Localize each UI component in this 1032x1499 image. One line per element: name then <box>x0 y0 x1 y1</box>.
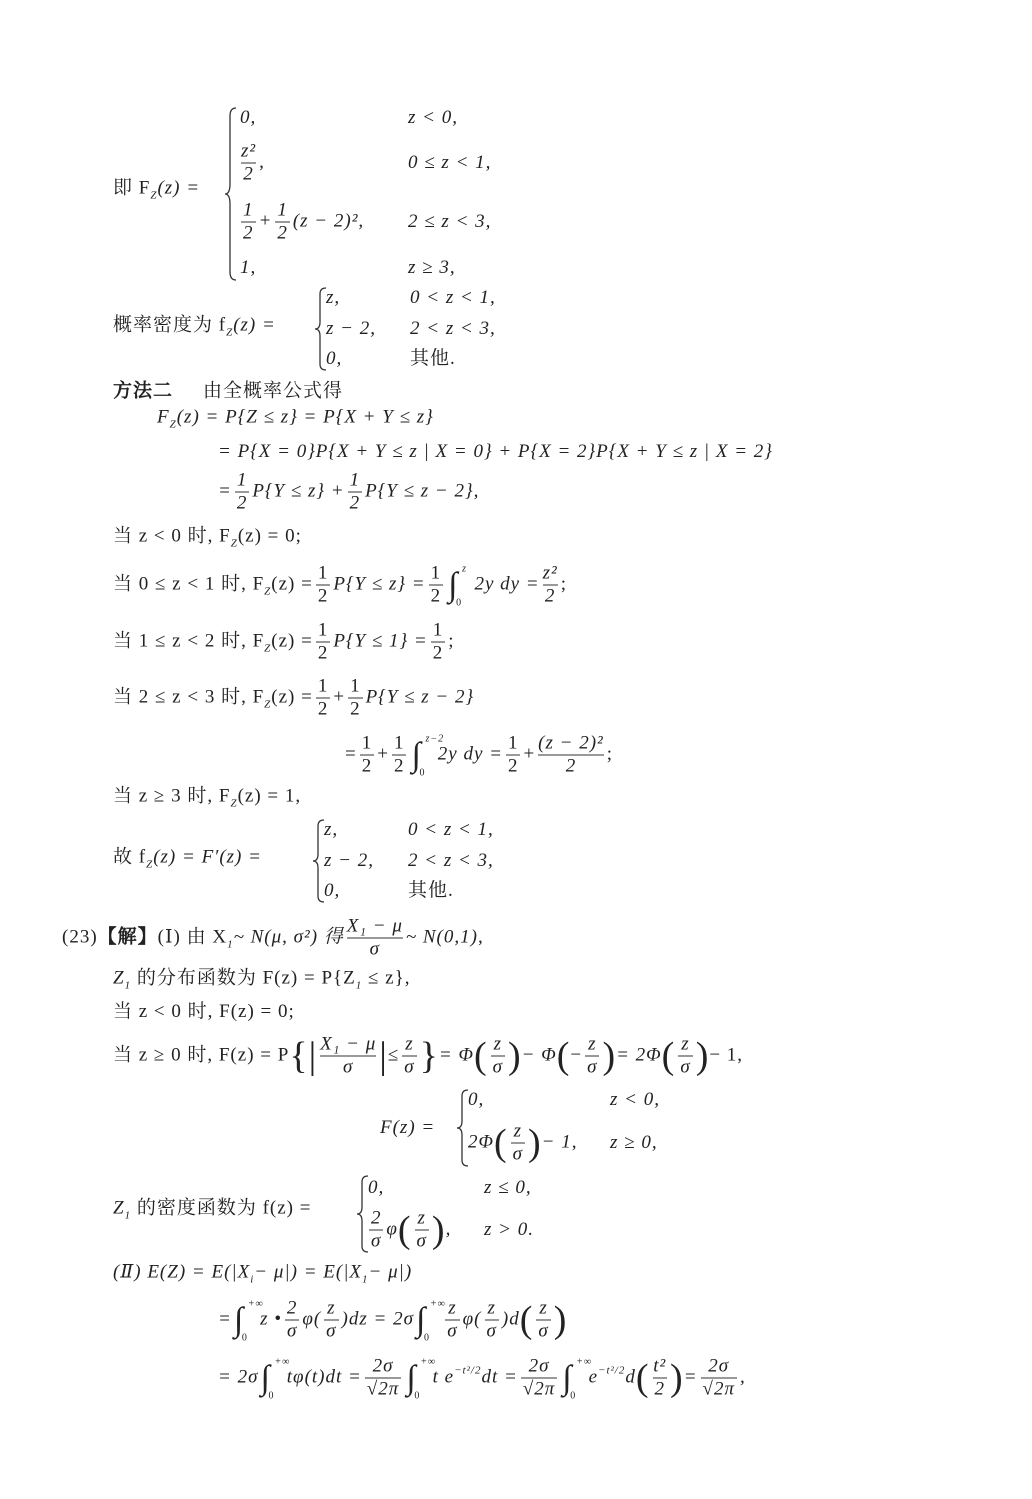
left-brace: { <box>289 1035 309 1077</box>
numerator: z <box>327 1297 336 1319</box>
text: 当 2 ≤ z < 3 时, F <box>113 686 265 708</box>
numerator: z² <box>241 140 257 162</box>
text: − 1, <box>709 1044 744 1066</box>
text: ≤ <box>387 1044 400 1066</box>
text: )d <box>501 1308 520 1330</box>
case-row <box>238 200 364 245</box>
lower-limit: 0 <box>241 1332 248 1343</box>
numerator: t² <box>653 1355 667 1377</box>
lower-limit: 0 <box>456 597 463 608</box>
denominator: σ <box>512 1143 523 1165</box>
denominator: 2 <box>507 755 519 777</box>
case-row: z, <box>326 287 341 308</box>
text: 2Φ <box>468 1131 494 1153</box>
fraction <box>491 1034 505 1079</box>
density-derivative-label <box>113 846 262 877</box>
fraction <box>235 470 250 515</box>
denominator: 2 <box>236 492 248 514</box>
integral-sign: ∫ z 0 <box>448 563 468 608</box>
case-row: 0, <box>468 1089 485 1110</box>
numerator: z <box>539 1297 548 1319</box>
numerator: 1 <box>507 732 519 754</box>
denominator: 2 <box>430 585 442 607</box>
numerator: X₁ − μ <box>346 915 403 937</box>
equation-line <box>113 967 410 998</box>
text: (z) = F′(z) = <box>153 846 262 868</box>
subscript: Z <box>264 698 272 711</box>
subscript: Z <box>230 537 238 550</box>
numerator: z <box>487 1297 496 1319</box>
denominator: σ <box>492 1056 503 1078</box>
numerator: X₁ − μ <box>320 1033 377 1055</box>
text: 2y dy = <box>474 573 540 595</box>
fraction <box>506 733 521 778</box>
paren: ( <box>519 1299 534 1341</box>
upper-limit: z <box>462 563 468 574</box>
fraction <box>429 563 444 608</box>
subscript: 1 <box>355 979 363 992</box>
upper-limit: +∞ <box>274 1356 291 1367</box>
fraction <box>585 1034 599 1079</box>
fraction <box>275 200 290 245</box>
numerator: 2 <box>286 1297 298 1319</box>
denominator: 2 <box>317 642 329 664</box>
upper-limit: z−2 <box>425 733 445 744</box>
case-condition: z < 0, <box>610 1089 660 1110</box>
subscript: 1 <box>362 1273 369 1286</box>
denominator: √2π <box>702 1378 735 1400</box>
text: − Φ <box>521 1044 557 1066</box>
denominator: σ <box>447 1320 458 1342</box>
subscript: 1 <box>124 1209 132 1222</box>
fraction <box>653 1356 668 1401</box>
text: ; <box>448 630 455 652</box>
text: (z) = <box>157 177 201 199</box>
lower-limit: 0 <box>423 1332 430 1343</box>
upper-limit: +∞ <box>247 1298 264 1309</box>
case-condition: 0 < z < 1, <box>410 287 496 308</box>
fraction <box>348 676 363 721</box>
text: 由全概率公式得 <box>203 380 344 402</box>
text: ~ N(μ, σ²) 得 <box>233 926 344 948</box>
paren: ) <box>508 1035 522 1077</box>
text: ~ N(0,1), <box>405 926 484 948</box>
text: (z) = <box>271 573 313 595</box>
exponent: −t²/2 <box>454 1364 482 1377</box>
upper-limit: +∞ <box>576 1356 593 1367</box>
integral-sign: ∫ +∞ 0 <box>233 1298 264 1343</box>
denominator: 2 <box>361 755 373 777</box>
text: = <box>218 480 232 502</box>
numerator: z <box>448 1297 457 1319</box>
case-row: 0, <box>324 880 341 901</box>
text: d <box>625 1366 636 1388</box>
integral-sign: ∫ +∞ 0 <box>406 1356 437 1401</box>
equation-line <box>218 470 479 515</box>
denominator: σ <box>416 1230 427 1252</box>
fraction <box>521 1356 557 1401</box>
text: P{Y ≤ z} = <box>333 573 426 595</box>
numerator: z <box>405 1033 414 1055</box>
lower-limit: 0 <box>414 1390 421 1401</box>
text: = 2Φ <box>616 1044 662 1066</box>
numerator: 1 <box>432 619 444 641</box>
text: P{Y ≤ 1} = <box>333 630 428 652</box>
equation-line <box>218 1298 567 1343</box>
equation-line: 当 z < 0 时, F(z) = 0; <box>113 1001 295 1022</box>
text: (z) = <box>271 686 313 708</box>
fraction <box>347 916 403 961</box>
integral-sign: ∫ +∞ 0 <box>260 1356 291 1401</box>
text: ; <box>560 573 567 595</box>
fraction <box>485 1298 499 1343</box>
fraction <box>543 563 558 608</box>
paren: ( <box>635 1357 650 1399</box>
fraction <box>285 1298 299 1343</box>
equation-line <box>113 785 301 816</box>
text: 当 1 ≤ z < 2 时, F <box>113 630 265 652</box>
equation-line <box>113 1261 412 1292</box>
text: 的分布函数为 F(z) = P{Z <box>131 967 356 989</box>
denominator: 2 <box>317 698 329 720</box>
numerator: z <box>681 1033 690 1055</box>
subscript: Z <box>230 797 238 810</box>
lower-limit: 0 <box>268 1390 275 1401</box>
fraction <box>320 1034 376 1079</box>
fraction <box>701 1356 737 1401</box>
case-condition: z ≥ 0, <box>610 1132 658 1153</box>
denominator: σ <box>404 1056 415 1078</box>
text: = <box>683 1366 698 1388</box>
subscript: Z <box>169 418 177 431</box>
right-brace: } <box>419 1035 439 1077</box>
case-condition: z > 0. <box>484 1219 534 1240</box>
case-condition: 2 < z < 3, <box>408 850 494 871</box>
text: ; <box>606 743 614 765</box>
fraction <box>324 1298 338 1343</box>
text: 当 z ≥ 0 时, F(z) = P <box>113 1044 290 1066</box>
text: (z) = <box>271 630 313 652</box>
integral-sign: ∫ +∞ 0 <box>415 1298 446 1343</box>
numerator: z² <box>542 562 558 584</box>
numerator: 1 <box>361 732 373 754</box>
denominator: σ <box>347 938 403 961</box>
fraction <box>536 1298 550 1343</box>
case-row: 0, <box>368 1177 385 1198</box>
text: F <box>157 406 170 428</box>
case-row: z − 2, <box>324 850 374 871</box>
equation-line <box>157 406 434 437</box>
text: P{Y ≤ z − 2} <box>365 686 475 708</box>
equation-line <box>113 1034 743 1079</box>
denominator: 2 <box>654 1378 666 1400</box>
fraction <box>316 563 331 608</box>
text: = 2σ <box>218 1366 259 1388</box>
lower-limit: 0 <box>419 767 426 778</box>
text: + <box>258 210 273 232</box>
text: + <box>333 686 346 708</box>
numerator: 1 <box>317 675 329 697</box>
text: + <box>523 743 536 765</box>
fraction <box>369 1208 383 1253</box>
fraction <box>365 1356 401 1401</box>
denominator: σ <box>538 1320 549 1342</box>
numerator: 1 <box>349 469 361 491</box>
case-condition: 其他. <box>408 880 454 901</box>
text: z • <box>260 1308 282 1330</box>
numerator: 1 <box>236 469 248 491</box>
solution-tag: 【解】 <box>97 925 158 948</box>
method-two-heading <box>113 379 343 404</box>
heading: 方法二 <box>113 379 174 402</box>
paren: ) <box>670 1357 684 1399</box>
numerator: 2σ <box>372 1355 394 1377</box>
denominator: 2 <box>243 222 254 244</box>
numerator: 1 <box>317 562 329 584</box>
text: , <box>739 1366 746 1388</box>
text: P{Y ≤ z − 2}, <box>365 480 480 502</box>
subscript: Z <box>150 189 158 202</box>
case-condition: z ≤ 0, <box>484 1177 532 1198</box>
text: Z <box>113 967 125 989</box>
f-piecewise-label <box>113 1197 311 1228</box>
fraction <box>348 470 363 515</box>
fz-cdf-label <box>113 177 200 208</box>
left-brace <box>224 106 238 282</box>
paren: ) <box>528 1122 542 1164</box>
fraction <box>241 141 256 186</box>
case-row: 0, <box>326 348 343 369</box>
case-row <box>366 1208 451 1253</box>
numerator: 2 <box>370 1207 382 1229</box>
denominator: σ <box>326 1320 337 1342</box>
text: 当 z < 0 时, F <box>113 525 231 547</box>
denominator: σ <box>320 1056 376 1079</box>
exponent: −t²/2 <box>598 1364 626 1377</box>
numerator: 1 <box>243 199 254 221</box>
case-condition: 0 < z < 1, <box>408 819 494 840</box>
fraction <box>511 1121 525 1166</box>
text: Z <box>113 1197 125 1219</box>
denominator: 2 <box>317 585 329 607</box>
text: φ( <box>462 1308 482 1330</box>
text: 当 0 ≤ z < 1 时, F <box>113 573 265 595</box>
upper-limit: +∞ <box>429 1298 446 1309</box>
problem-23-header <box>62 916 484 961</box>
equation-line <box>345 733 613 778</box>
equation-line <box>113 676 474 721</box>
text: − <box>570 1044 583 1066</box>
fraction <box>445 1298 459 1343</box>
text: = <box>345 743 357 765</box>
text: 的密度函数为 f(z) = <box>131 1197 312 1219</box>
case-row <box>468 1121 577 1166</box>
subscript: 1 <box>227 938 234 951</box>
case-condition: z < 0, <box>408 107 458 128</box>
fraction <box>402 1034 416 1079</box>
text: P{Y ≤ z} + <box>252 480 345 502</box>
fraction <box>241 200 256 245</box>
text: , <box>445 1218 452 1240</box>
numerator: z <box>493 1033 503 1055</box>
paren: ) <box>695 1035 710 1077</box>
text: = <box>218 1308 232 1330</box>
equation-line: = P{X = 0}P{X + Y ≤ z | X = 0} + P{X = 2}P{X + Y ≤ z | X = 2} <box>218 441 773 462</box>
case-row: z − 2, <box>326 318 376 339</box>
text: )dz = 2σ <box>341 1308 414 1330</box>
case-condition: z ≥ 3, <box>408 257 456 278</box>
fraction <box>415 1208 429 1253</box>
numerator: 1 <box>430 562 442 584</box>
numerator: z <box>513 1120 523 1142</box>
numerator: z <box>588 1033 597 1055</box>
fraction <box>316 620 331 665</box>
paren: ) <box>602 1035 617 1077</box>
case-row: 1, <box>240 257 257 278</box>
text: = Φ <box>438 1044 474 1066</box>
text: 即 F <box>113 177 151 199</box>
fraction <box>316 676 331 721</box>
equation-line <box>218 1356 746 1401</box>
paren: ) <box>553 1299 568 1341</box>
numerator: (z − 2)² <box>538 732 604 754</box>
lower-limit: 0 <box>570 1390 577 1401</box>
fraction <box>678 1034 692 1079</box>
text: (z − 2)², <box>292 210 365 232</box>
text: 概率密度为 f <box>113 314 227 336</box>
text: , <box>259 151 265 173</box>
integral-sign: ∫ +∞ 0 <box>562 1356 593 1401</box>
numerator: z <box>417 1207 426 1229</box>
paren: ) <box>431 1209 446 1251</box>
subscript: Z <box>226 326 234 339</box>
equation-line <box>113 525 302 556</box>
numerator: 1 <box>317 619 329 641</box>
denominator: 2 <box>349 492 361 514</box>
text: 故 f <box>113 846 147 868</box>
problem-number: (23) <box>62 926 98 948</box>
text: (z) = P{Z ≤ z} = P{X + Y ≤ z} <box>176 406 434 428</box>
subscript: i <box>250 1273 255 1286</box>
text: + <box>377 743 389 765</box>
denominator: 2 <box>543 585 558 608</box>
denominator: σ <box>371 1230 382 1252</box>
text: − μ|) <box>368 1261 413 1283</box>
F-piecewise-label: F(z) = <box>380 1117 436 1138</box>
text: − μ|) = E(|X <box>254 1261 363 1283</box>
equation-line <box>113 563 567 608</box>
numerator: 1 <box>350 675 361 697</box>
subscript: Z <box>146 858 154 871</box>
denominator: 2 <box>350 698 361 720</box>
case-row: 0, <box>240 107 257 128</box>
text: 2y dy = <box>437 743 503 765</box>
numerator: 1 <box>393 732 405 754</box>
fraction <box>538 733 604 778</box>
integral-sign: ∫ z−2 0 <box>411 733 445 778</box>
text: (Ⅱ) E(Z) = E(|X <box>113 1261 251 1283</box>
abs-bar: | <box>308 1035 318 1077</box>
fraction <box>431 620 446 665</box>
numerator: 2σ <box>528 1355 550 1377</box>
text: (z) = 1, <box>237 785 302 807</box>
text: φ <box>386 1218 398 1240</box>
paren: ( <box>556 1035 571 1077</box>
subscript: Z <box>264 585 272 598</box>
text: 当 z ≥ 3 时, F <box>113 785 231 807</box>
text: (Ⅰ) 由 X <box>157 926 228 948</box>
text: tφ(t)dt = <box>286 1366 362 1388</box>
case-condition: 其他. <box>410 348 456 369</box>
case-condition: 2 ≤ z < 3, <box>408 211 492 232</box>
denominator: 2 <box>277 222 288 244</box>
fz-density-label <box>113 314 276 345</box>
denominator: σ <box>680 1056 691 1078</box>
fraction <box>360 733 375 778</box>
text: dt = <box>481 1366 518 1388</box>
text: (z) = 0; <box>237 525 302 547</box>
paren: ( <box>397 1209 412 1251</box>
denominator: σ <box>587 1056 598 1078</box>
text: ≤ z}, <box>362 967 411 989</box>
subscript: 1 <box>124 979 132 992</box>
equation-line <box>113 620 455 665</box>
paren: ( <box>661 1035 676 1077</box>
paren: ( <box>493 1122 508 1164</box>
case-row: z, <box>324 819 339 840</box>
denominator: 2 <box>393 755 405 777</box>
text: e <box>588 1366 599 1388</box>
denominator: 2 <box>538 755 604 778</box>
subscript: Z <box>264 642 272 655</box>
case-condition: 2 < z < 3, <box>410 318 496 339</box>
text: φ( <box>302 1308 322 1330</box>
case-condition: 0 ≤ z < 1, <box>408 152 492 173</box>
denominator: σ <box>486 1320 497 1342</box>
case-row <box>238 141 265 186</box>
numerator: 1 <box>277 199 288 221</box>
fraction <box>392 733 407 778</box>
denominator: 2 <box>241 163 256 186</box>
denominator: 2 <box>432 642 444 664</box>
text: t e <box>432 1366 455 1388</box>
paren: ( <box>473 1035 488 1077</box>
abs-bar: | <box>379 1035 388 1077</box>
denominator: √2π <box>522 1378 556 1400</box>
text: (z) = <box>233 314 276 336</box>
text: − 1, <box>541 1131 578 1153</box>
denominator: σ <box>286 1320 298 1342</box>
upper-limit: +∞ <box>420 1356 437 1367</box>
numerator: 2σ <box>708 1355 730 1377</box>
denominator: √2π <box>366 1378 400 1400</box>
